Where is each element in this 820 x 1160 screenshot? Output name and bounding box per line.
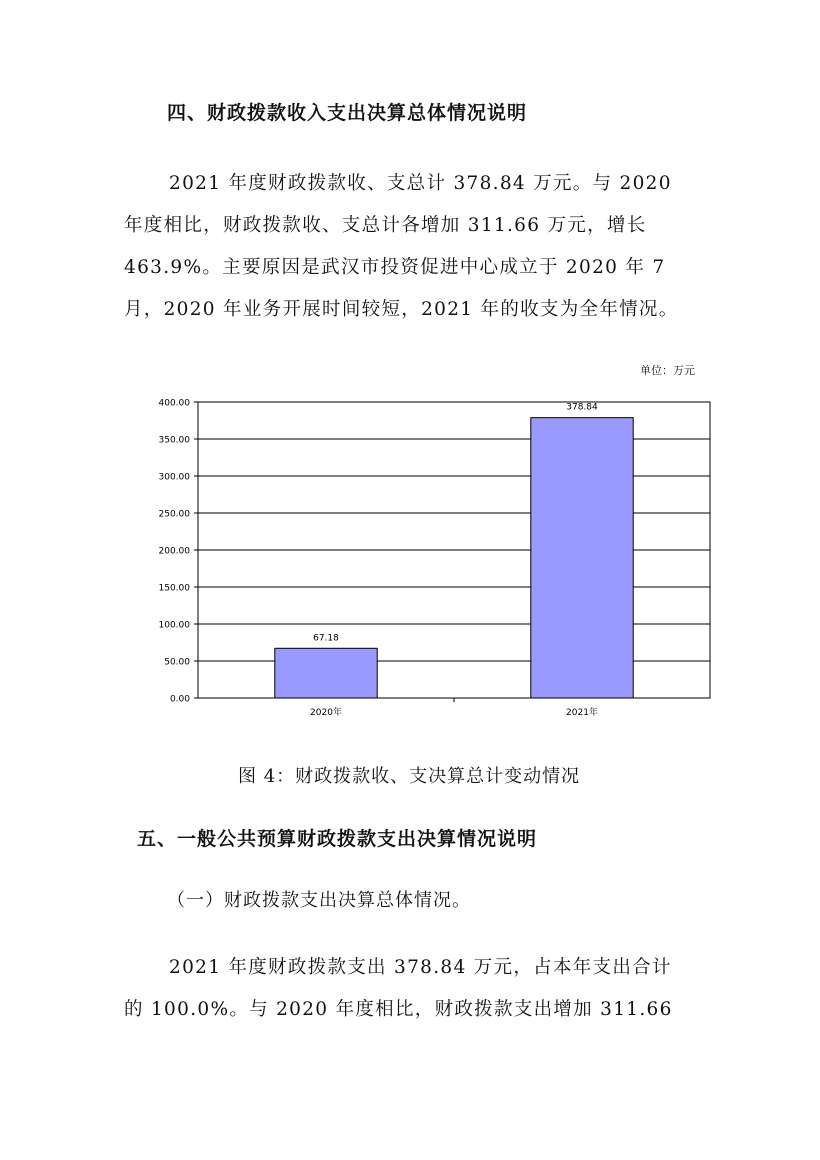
paragraph-line: 月，2020 年业务开展时间较短，2021 年的收支为全年情况。 <box>124 299 679 320</box>
paragraph-line: 年度相比，财政拨款收、支总计各增加 311.66 万元，增长 <box>124 215 647 236</box>
bar <box>531 418 633 698</box>
section-5-paragraph <box>124 947 686 1031</box>
y-tick-label: 250.00 <box>158 509 190 520</box>
bar-chart <box>140 390 720 730</box>
x-tick-label: 2021年 <box>566 708 598 718</box>
y-tick-label: 50.00 <box>164 657 190 668</box>
y-tick-label: 150.00 <box>158 583 190 594</box>
paragraph-line: 的 100.0%。与 2020 年度相比，财政拨款支出增加 311.66 <box>124 999 673 1020</box>
figure-caption: 图 4：财政拨款收、支决算总计变动情况 <box>238 766 581 787</box>
paragraph-line: 463.9%。主要原因是武汉市投资促进中心成立于 2020 年 7 <box>124 257 666 278</box>
y-tick-label: 350.00 <box>158 435 190 446</box>
y-tick-label: 100.00 <box>158 620 190 631</box>
x-tick-label: 2020年 <box>310 708 342 718</box>
y-tick-label: 300.00 <box>158 472 190 483</box>
section-5-subheading: （一）财政拨款支出决算总体情况。 <box>167 890 471 911</box>
section-4-heading: 四、财政拨款收入支出决算总体情况说明 <box>167 102 528 124</box>
section-5-heading: 五、一般公共预算财政拨款支出决算情况说明 <box>137 828 538 850</box>
paragraph-line: 2021 年度财政拨款收、支总计 378.84 万元。与 2020 <box>169 173 672 194</box>
y-axis <box>159 399 199 705</box>
y-tick-label: 200.00 <box>158 546 190 557</box>
y-tick-label: 400.00 <box>158 398 190 409</box>
x-axis <box>310 698 598 718</box>
paragraph-line: 2021 年度财政拨款支出 378.84 万元，占本年支出合计 <box>169 957 672 978</box>
bar-value-label: 67.18 <box>313 633 339 644</box>
y-tick-label: 0.00 <box>169 694 190 705</box>
section-4-paragraph <box>124 163 686 331</box>
bar-value-label: 378.84 <box>566 402 598 413</box>
chart-unit-label: 单位：万元 <box>640 364 695 377</box>
bar <box>275 648 377 698</box>
